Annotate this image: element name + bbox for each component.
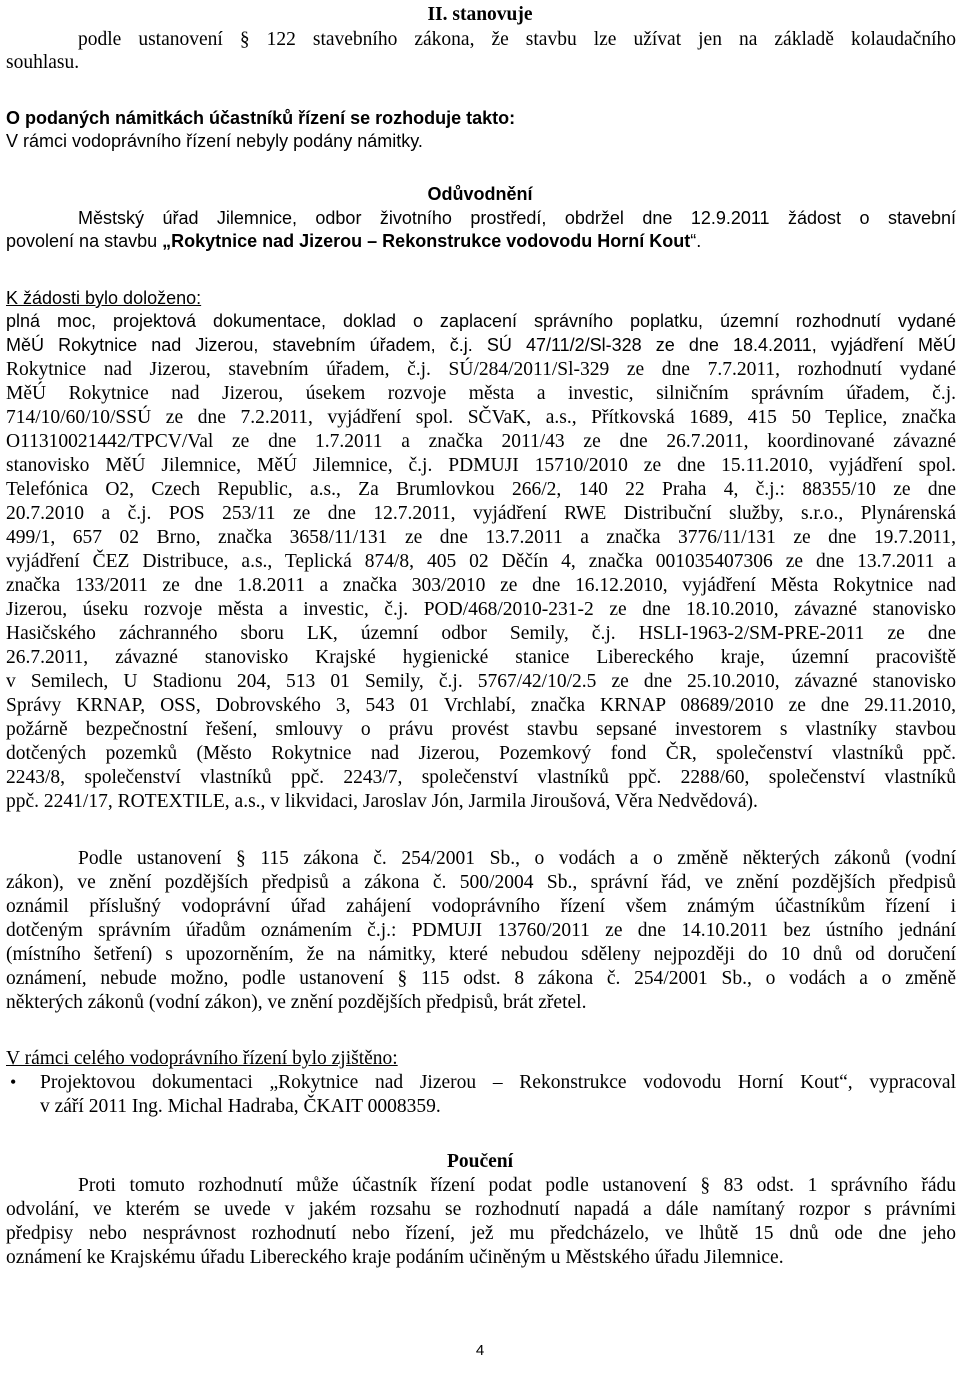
notice-line-2: zákon), ve znění pozdějších předpisů a zákona č. 500/2004 Sb., správní řád, ve znění pozdějších předpisů — [6, 872, 956, 893]
documents-line-20: 2243/8, společenství vlastníků ppč. 2243/7, společenství vlastníků ppč. 2288/60, společenství vlastníků — [6, 767, 956, 788]
justification-line-1: Městský úřad Jilemnice, odbor životního prostředí, obdržel dne 12.9.2011 žádost o stavební — [78, 208, 956, 228]
instruction-line-2: odvolání, ve kterém se uvede v jakém rozsahu se rozhodnutí napadá a dále namítaný rozpor s právními — [6, 1199, 956, 1220]
notice-line-6: oznámení, nebude možno, podle ustanovení § 115 odst. 8 zákona č. 254/2001 Sb., o vodách a o změně — [6, 968, 956, 989]
documents-line-8: Telefónica O2, Czech Republic, a.s., Za Brumlovkou 266/2, 140 22 Praha 4, č.j.: 88355/10 ze dne — [6, 479, 956, 500]
notice-line-3: oznámil příslušný vodoprávní úřad zahájení vodoprávního řízení všem známým účastníkům řízení i — [6, 896, 956, 917]
documents-line-4: MěÚ Rokytnice nad Jizerou, úsekem rozvoje města a investic, silničním správním úřadem, č.j. — [6, 383, 956, 404]
documents-line-1: plná moc, projektová dokumentace, doklad o zaplacení správního poplatku, územní rozhodnutí vydané — [6, 311, 956, 331]
documents-line-16: v Semilech, U Stadionu 204, 513 01 Semily, č.j. 5767/42/10/2.5 ze dne 25.10.2010, závazné stanovisko — [6, 671, 956, 692]
documents-line-15: 26.7.2011, závazné stanovisko Krajské hygienické stanice Libereckého kraje, územní pracoviště — [6, 647, 956, 668]
documents-heading: K žádosti bylo doloženo: — [6, 288, 202, 308]
bullet-icon: • — [10, 1072, 17, 1092]
findings-item-line-2: v září 2011 Ing. Michal Hadraba, ČKAIT 0008359. — [40, 1096, 441, 1117]
findings-heading: V rámci celého vodoprávního řízení bylo zjištěno: — [6, 1048, 398, 1069]
notice-line-7: některých zákonů (vodní zákon), ve znění pozdějších předpisů, brát zřetel. — [6, 992, 587, 1013]
documents-line-2: MěÚ Rokytnice nad Jizerou, stavebním úřadem, č.j. SÚ 47/11/2/Sl-328 ze dne 18.4.2011, vyjádření MěÚ — [6, 335, 956, 355]
documents-line-17: Správy KRNAP, OSS, Dobrovského 3, 543 01 Vrchlabí, značka KRNAP 08689/2010 ze dne 29.11.2010, — [6, 695, 956, 716]
instruction-line-1: Proti tomuto rozhodnutí může účastník řízení podat podle ustanovení § 83 odst. 1 správního řádu — [78, 1175, 956, 1196]
objections-text: V rámci vodoprávního řízení nebyly podány námitky. — [6, 131, 423, 151]
page-number: 4 — [475, 1342, 485, 1359]
documents-line-13: Jizerou, úseku rozvoje města a investic, č.j. POD/468/2010-231-2 ze dne 18.10.2010, závazné stanovisko — [6, 599, 956, 620]
instruction-heading: Poučení — [446, 1151, 514, 1172]
documents-line-12: značka 133/2011 ze dne 1.8.2011 a značka 303/2010 ze dne 16.12.2010, vyjádření Města Rokytnice nad — [6, 575, 956, 596]
documents-line-19: dotčených pozemků (Město Rokytnice nad Jizerou, Pozemkový fond ČR, společenství vlastníků ppč. — [6, 743, 956, 764]
justification-line-2: povolení na stavbu „Rokytnice nad Jizerou – Rekonstrukce vodovodu Horní Kout“. — [6, 231, 702, 251]
section-ii-heading: II. stanovuje — [427, 4, 533, 25]
documents-line-5: 714/10/60/10/SSÚ ze dne 7.2.2011, vyjádření spol. SČVaK, a.s., Přítkovská 1689, 415 50 Teplice, značka — [6, 407, 956, 428]
instruction-line-4: oznámení ke Krajskému úřadu Libereckého kraje podáním učiněným u Městského úřadu Jilemnice. — [6, 1247, 784, 1268]
section-ii-line-2: souhlasu. — [6, 52, 80, 73]
notice-line-4: dotčeným správním úřadům oznámením č.j.: PDMUJI 13760/2011 ze dne 14.10.2011 bez ústního jednání — [6, 920, 956, 941]
notice-line-1: Podle ustanovení § 115 zákona č. 254/2001 Sb., o vodách a o změně některých zákonů (vodní — [78, 848, 956, 869]
documents-line-11: vyjádření ČEZ Distribuce, a.s., Teplická 874/8, 405 02 Děčín 4, značka 001035407306 ze dne 13.7.2011 a — [6, 551, 956, 572]
documents-line-3: Rokytnice nad Jizerou, stavebním úřadem, č.j. SÚ/284/2011/Sl-329 ze dne 7.7.2011, rozhodnutí vydané — [6, 359, 956, 380]
documents-line-14: Hasičského záchranného sboru LK, územní odbor Semily, č.j. HSLI-1963-2/SM-PRE-2011 ze dne — [6, 623, 956, 644]
findings-item-line-1: Projektovou dokumentaci „Rokytnice nad Jizerou – Rekonstrukce vodovodu Horní Kout“, vypracoval — [40, 1072, 956, 1093]
documents-line-9: 20.7.2010 a č.j. POS 253/11 ze dne 12.7.2011, vyjádření RWE Distribuční služby, s.r.o., Plynárenská — [6, 503, 956, 524]
instruction-line-3: předpisy nebo nesprávnost rozhodnutí nebo řízení, jež mu předcházelo, ve lhůtě 15 dnů ode dne jeho — [6, 1223, 956, 1244]
section-ii-line-1: podle ustanovení § 122 stavebního zákona, že stavbu lze užívat jen na základě kolaudačního — [78, 29, 956, 50]
documents-line-7: stanovisko MěÚ Jilemnice, MěÚ Jilemnice, č.j. PDMUJI 15710/2010 ze dne 15.11.2010, vyjádření spol. — [6, 455, 956, 476]
documents-line-6: O11310021442/TPCV/Val ze dne 1.7.2011 a značka 2011/43 ze dne 26.7.2011, koordinované závazné — [6, 431, 956, 452]
documents-line-10: 499/1, 657 02 Brno, značka 3658/11/131 ze dne 13.7.2011 a značka 3776/11/131 ze dne 19.7.2011, — [6, 527, 956, 548]
documents-line-18: požárně bezpečnostní řešení, smlouvy o právu provést stavbu sepsané investorem s vlastníky stavbou — [6, 719, 956, 740]
justification-heading: Odůvodnění — [427, 184, 533, 204]
objections-heading: O podaných námitkách účastníků řízení se rozhoduje takto: — [6, 108, 516, 128]
documents-line-21: ppč. 2241/17, ROTEXTILE, a.s., v likvidaci, Jaroslav Jón, Jarmila Jiroušová, Věra Nedvědová). — [6, 791, 758, 812]
notice-line-5: (místního šetření) s upozorněním, že na námitky, které nebudou sděleny nejpozději do 10 dnů od doručení — [6, 944, 956, 965]
